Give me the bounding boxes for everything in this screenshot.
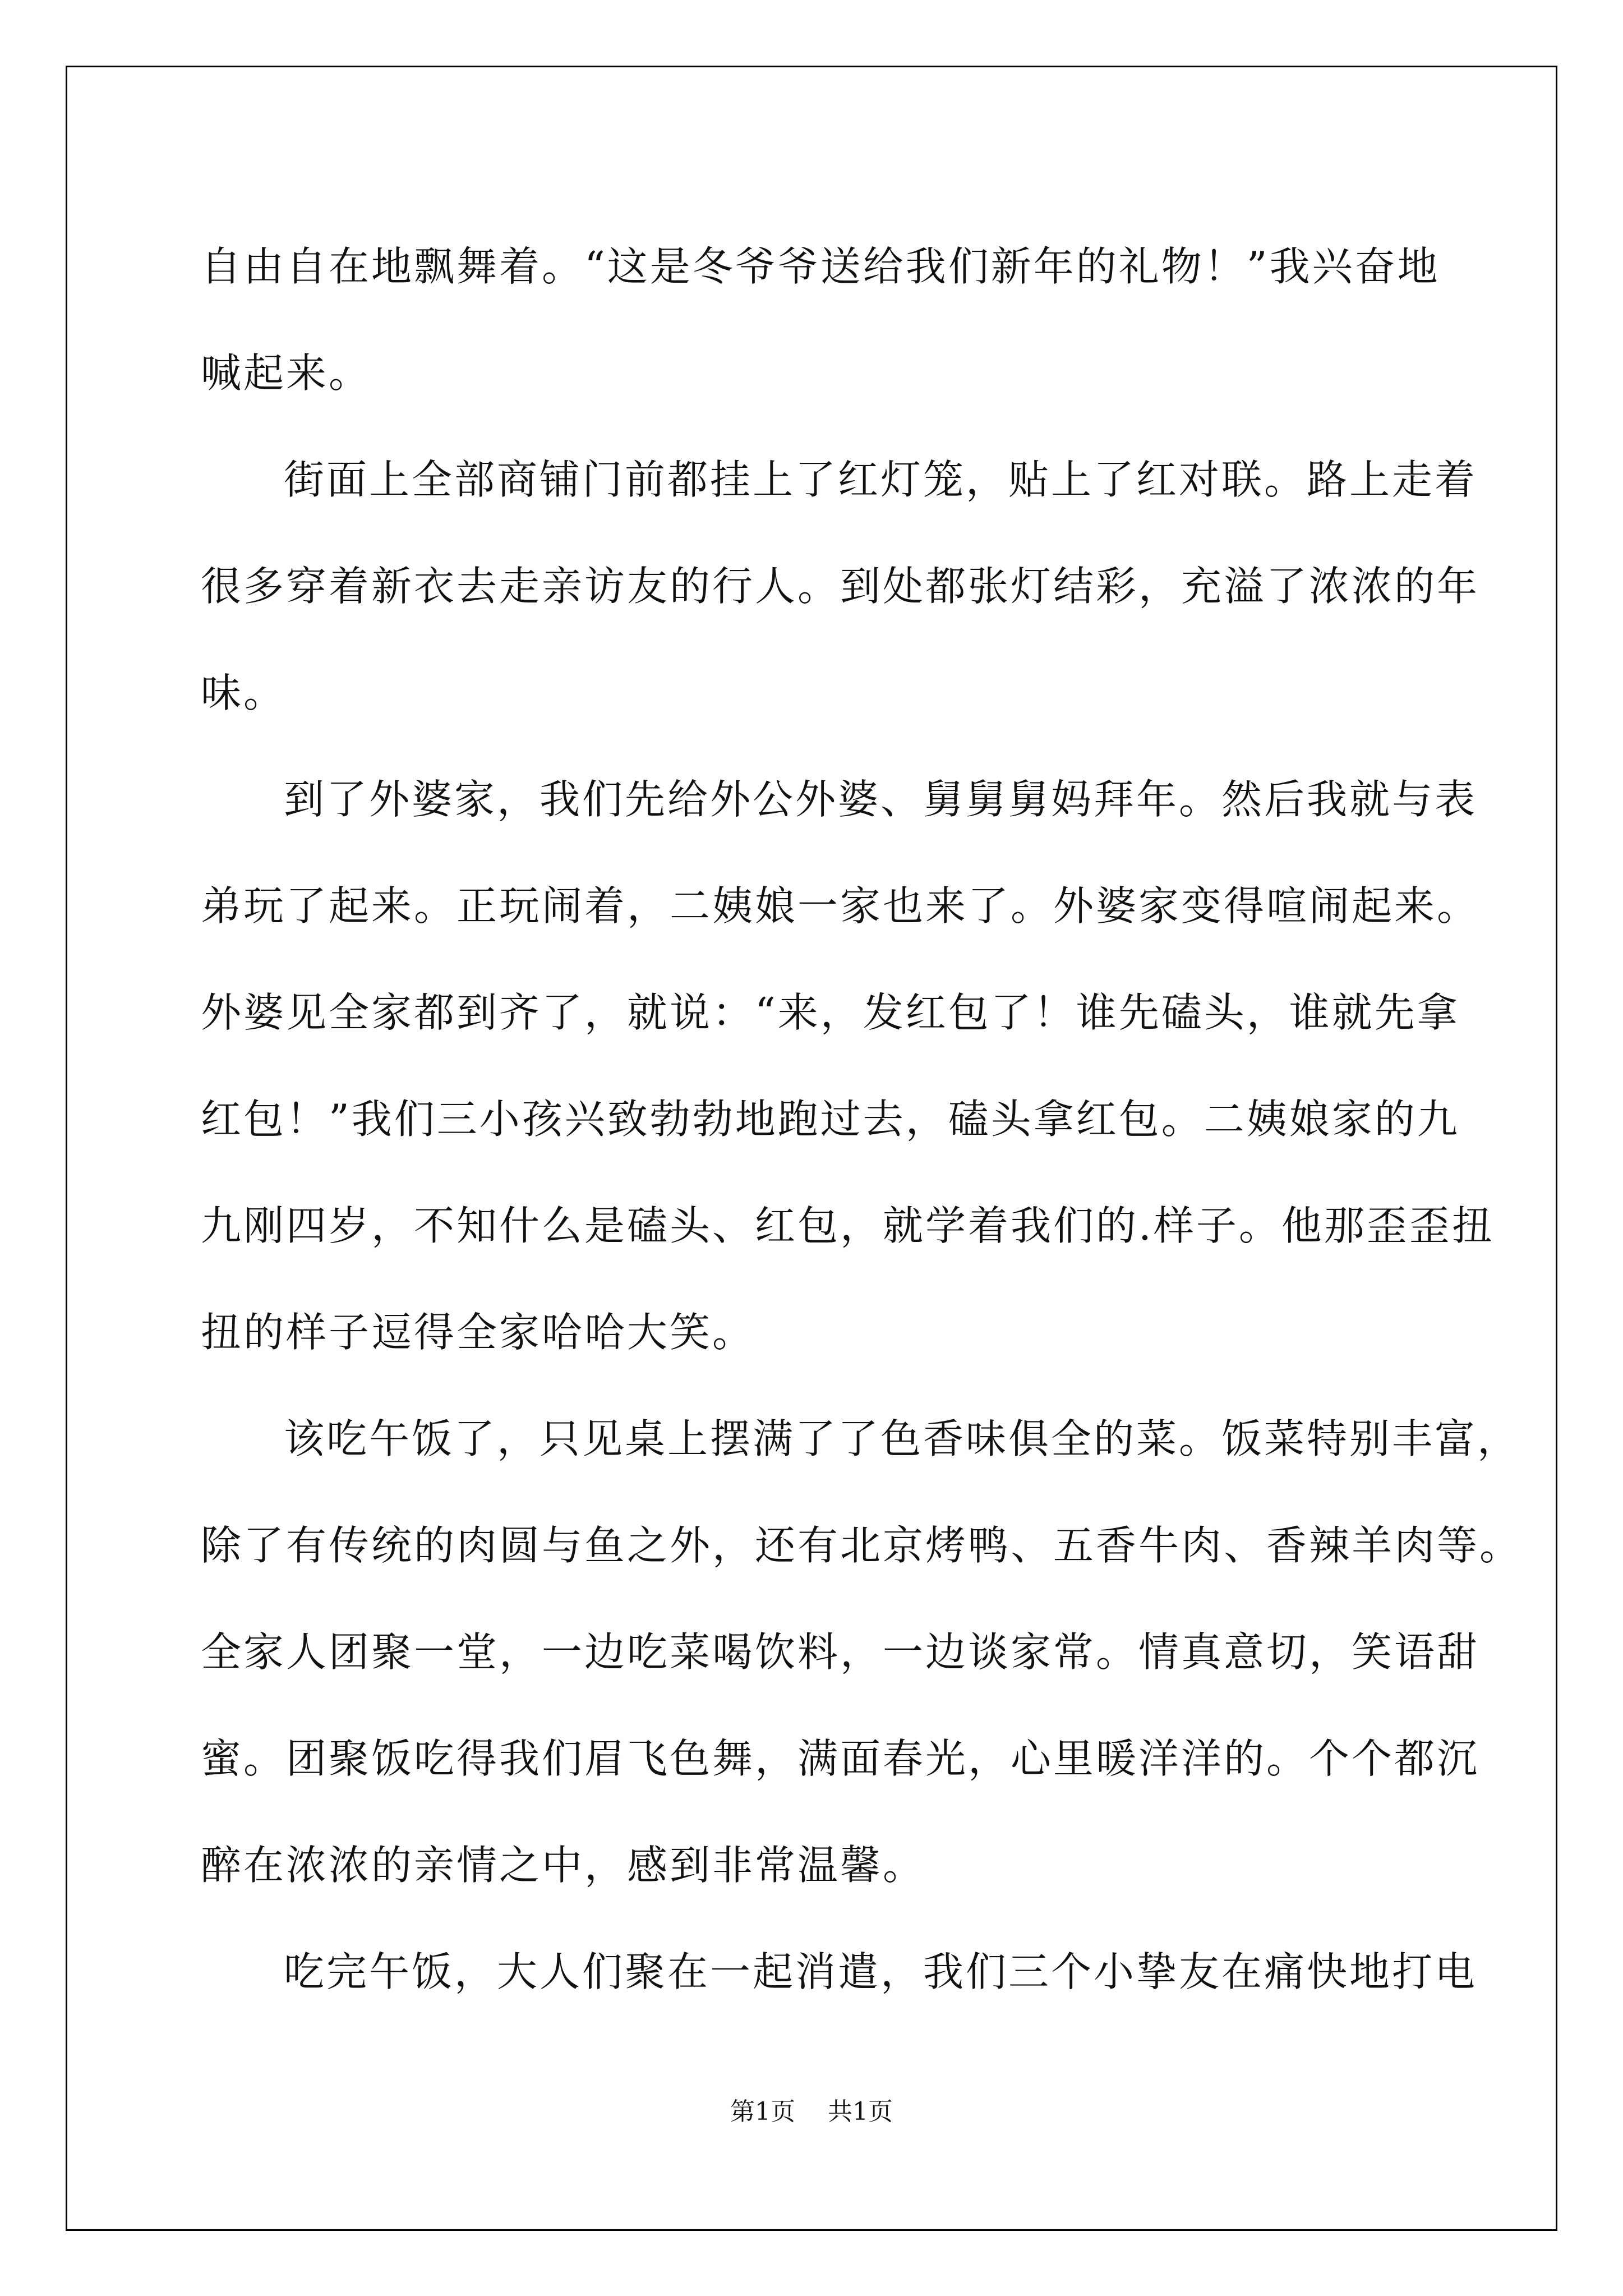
text-line: 喊起来。	[201, 349, 372, 397]
paragraph	[201, 426, 1480, 746]
text-line: 弟玩了起来。正玩闹着，二姨娘一家也来了。外婆家变得喧闹起来。	[201, 882, 1480, 930]
text-line: 外婆见全家都到齐了，就说：“来，发红包了！谁先磕头，谁就先拿	[201, 989, 1460, 1036]
text-line: 街面上全部商铺门前都挂上了红灯笼，贴上了红对联。路上走着	[284, 456, 1478, 503]
page-number: 第1页	[730, 2097, 795, 2126]
text-line: 扭的样子逗得全家哈哈大笑。	[201, 1309, 755, 1356]
document-body	[201, 213, 1523, 2025]
total-pages: 共1页	[828, 2097, 893, 2126]
text-line: 到了外婆家，我们先给外公外婆、舅舅舅妈拜年。然后我就与表	[284, 776, 1478, 823]
text-line: 除了有传统的肉圆与鱼之外，还有北京烤鸭、五香牛肉、香辣羊肉等。	[201, 1522, 1523, 1569]
text-line: 自由自在地飘舞着。“这是冬爷爷送给我们新年的礼物！”我兴奋地	[201, 243, 1440, 290]
text-line: 全家人团聚一堂，一边吃菜喝饮料，一边谈家常。情真意切，笑语甜	[201, 1628, 1480, 1676]
text-line: 蜜。团聚饭吃得我们眉飞色舞，满面春光，心里暖洋洋的。个个都沉	[201, 1735, 1480, 1782]
text-line: 九刚四岁，不知什么是磕头、红包，就学着我们的.样子。他那歪歪扭	[201, 1202, 1495, 1249]
paragraph	[201, 213, 1440, 426]
text-line: 味。	[201, 669, 287, 716]
text-line: 吃完午饭，大人们聚在一起消遣，我们三个小挚友在痛快地打电	[284, 1948, 1478, 1995]
paragraph	[201, 746, 1495, 1386]
page-footer	[0, 2091, 1623, 2127]
text-line: 很多穿着新衣去走亲访友的行人。到处都张灯结彩，充溢了浓浓的年	[201, 563, 1480, 610]
paragraph	[201, 1386, 1523, 1918]
text-line: 醉在浓浓的亲情之中，感到非常温馨。	[201, 1842, 926, 1889]
text-line: 红包！”我们三小孩兴致勃勃地跑过去，磕头拿红包。二姨娘家的九	[201, 1096, 1460, 1143]
text-line: 该吃午饭了，只见桌上摆满了了色香味俱全的菜。饭菜特别丰富，	[284, 1415, 1520, 1462]
paragraph	[201, 1918, 1478, 2025]
